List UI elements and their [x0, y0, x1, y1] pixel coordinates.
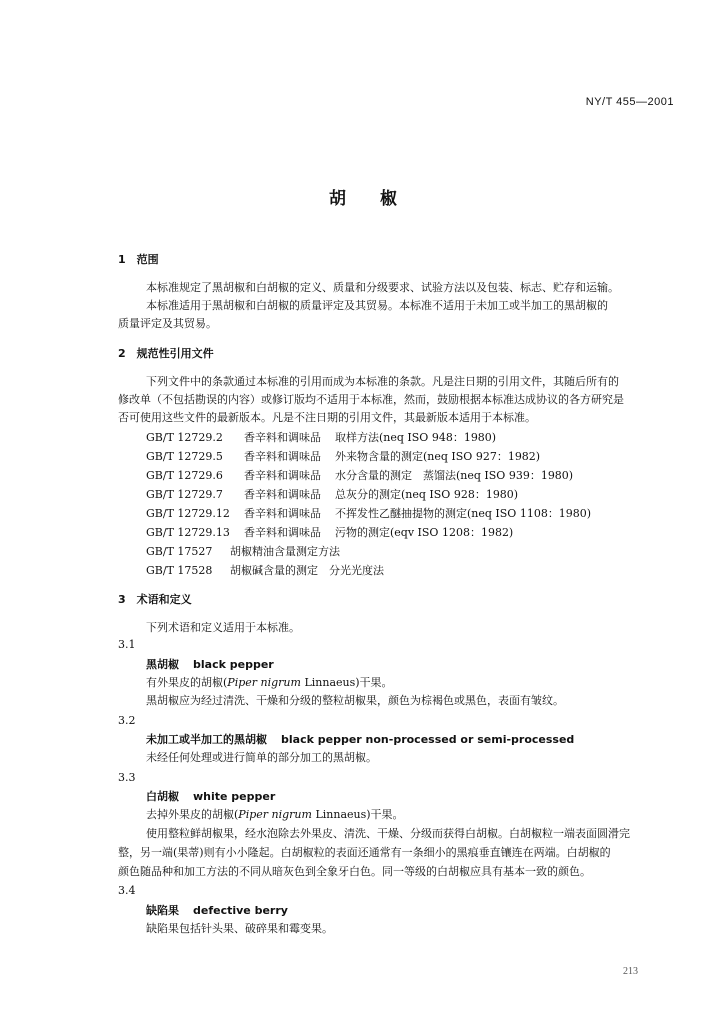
term-en: white pepper	[193, 790, 276, 803]
reference-code: GB/T 12729.5	[146, 450, 223, 463]
reference-item	[146, 431, 726, 445]
term-heading	[146, 658, 726, 672]
paragraph: 质量评定及其贸易。	[118, 317, 217, 330]
reference-title: 胡椒精油含量测定方法	[230, 545, 340, 558]
section-title: 规范性引用文件	[136, 347, 214, 360]
term-note: 使用整粒鲜胡椒果，经水泡除去外果皮、清洗、干燥、分级而获得白胡椒。白胡椒粒一端表面圆滑完	[146, 827, 630, 840]
reference-code: GB/T 12729.13	[146, 526, 230, 539]
paragraph: 本标准规定了黑胡椒和白胡椒的定义、质量和分级要求、试验方法以及包装、标志、贮存和运输。	[146, 281, 619, 294]
standard-code: NY/T 455—2001	[585, 96, 674, 108]
term-zh: 未加工或半加工的黑胡椒	[146, 733, 267, 746]
reference-title: 总灰分的测定(neq ISO 928：1980)	[335, 488, 519, 501]
definition-text: Linnaeus)干果。	[300, 676, 393, 689]
term-number: 3.4	[118, 884, 136, 897]
section-title: 术语和定义	[136, 593, 192, 606]
paragraph: 下列术语和定义适用于本标准。	[146, 621, 300, 634]
definition-text: 去掉外果皮的胡椒(	[146, 808, 239, 821]
term-zh: 白胡椒	[146, 790, 179, 803]
paragraph: 下列文件中的条款通过本标准的引用而成为本标准的条款。凡是注日期的引用文件，其随后所有的	[146, 375, 619, 388]
reference-item	[146, 564, 726, 578]
paragraph: 本标准适用于黑胡椒和白胡椒的质量评定及其贸易。本标准不适用于未加工或半加工的黑胡椒的	[146, 299, 608, 312]
term-en: black pepper non-processed or semi-processed	[281, 733, 575, 746]
reference-title: 不挥发性乙醚抽提物的测定(neq ISO 1108：1980)	[335, 507, 592, 520]
reference-title: 胡椒碱含量的测定 分光光度法	[230, 564, 384, 577]
reference-title: 污物的测定(eqv ISO 1208：1982)	[335, 526, 514, 539]
definition-text: 有外果皮的胡椒(	[146, 676, 228, 689]
reference-subject: 香辛料和调味品	[244, 469, 321, 482]
section-2-heading	[118, 347, 726, 361]
reference-subject: 香辛料和调味品	[244, 431, 321, 444]
term-heading	[146, 904, 726, 918]
reference-subject: 香辛料和调味品	[244, 488, 321, 501]
page-number: 213	[623, 966, 638, 977]
reference-code: GB/T 12729.12	[146, 507, 230, 520]
term-number: 3.2	[118, 714, 136, 727]
section-3-heading	[118, 593, 726, 607]
document-title: 胡椒	[329, 189, 431, 209]
term-definition: 未经任何处理或进行简单的部分加工的黑胡椒。	[146, 751, 377, 764]
term-en: black pepper	[193, 658, 274, 671]
term-note: 黑胡椒应为经过清洗、干燥和分级的整粒胡椒果，颜色为棕褐色或黑色，表面有皱纹。	[146, 694, 564, 707]
reference-subject: 香辛料和调味品	[244, 507, 321, 520]
latin-name: Piper nigrum	[238, 808, 312, 821]
reference-subject: 香辛料和调味品	[244, 450, 321, 463]
reference-item	[146, 545, 726, 559]
reference-code: GB/T 17528	[146, 564, 213, 577]
reference-title: 取样方法(neq ISO 948：1980)	[335, 431, 497, 444]
term-heading	[146, 733, 726, 747]
reference-title: 水分含量的测定 蒸馏法(neq ISO 939：1980)	[335, 469, 574, 482]
term-number: 3.3	[118, 771, 136, 784]
definition-text: Linnaeus)干果。	[311, 808, 404, 821]
reference-code: GB/T 12729.6	[146, 469, 223, 482]
latin-name: Piper nigrum	[227, 676, 301, 689]
term-definition: 缺陷果包括针头果、破碎果和霉变果。	[146, 922, 333, 935]
section-1-heading	[118, 253, 726, 267]
reference-subject: 香辛料和调味品	[244, 526, 321, 539]
reference-item	[146, 469, 726, 483]
paragraph: 否可使用这些文件的最新版本。凡是不注日期的引用文件，其最新版本适用于本标准。	[118, 411, 536, 424]
term-en: defective berry	[193, 904, 288, 917]
paragraph: 修改单（不包括勘误的内容）或修订版均不适用于本标准，然而，鼓励根据本标准达成协议的各方研究是	[118, 393, 624, 406]
reference-code: GB/T 17527	[146, 545, 213, 558]
term-heading	[146, 790, 726, 804]
term-zh: 黑胡椒	[146, 658, 179, 671]
reference-title: 外来物含量的测定(neq ISO 927：1982)	[335, 450, 541, 463]
term-note: 整，另一端(果蒂)则有小小隆起。白胡椒粒的表面还通常有一条细小的黑痕垂直镶连在两端。白胡椒的	[118, 846, 611, 859]
term-definition	[146, 808, 726, 822]
section-number: 3	[118, 593, 126, 606]
reference-item	[146, 450, 726, 464]
reference-code: GB/T 12729.7	[146, 488, 223, 501]
reference-item	[146, 507, 726, 521]
term-note: 颜色随品种和加工方法的不同从暗灰色到全象牙白色。同一等级的白胡椒应具有基本一致的颜色。	[118, 865, 591, 878]
reference-item	[146, 488, 726, 502]
term-definition	[146, 676, 726, 690]
term-zh: 缺陷果	[146, 904, 179, 917]
reference-code: GB/T 12729.2	[146, 431, 223, 444]
section-number: 2	[118, 347, 126, 360]
reference-item	[146, 526, 726, 540]
term-number: 3.1	[118, 638, 136, 651]
section-title: 范围	[136, 253, 159, 266]
section-number: 1	[118, 253, 126, 266]
